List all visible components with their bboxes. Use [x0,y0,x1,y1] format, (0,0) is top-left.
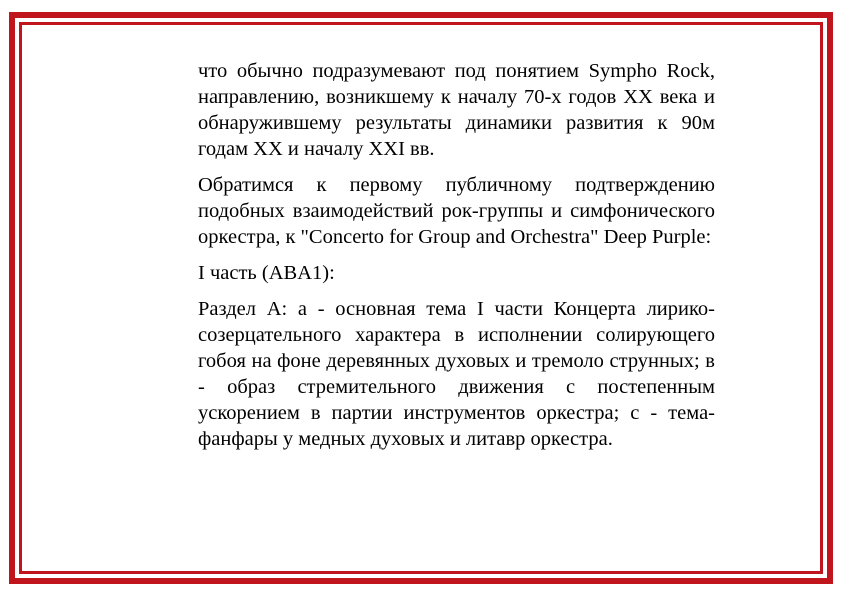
paragraph-sympho-rock: что обычно подразумевают под понятием Sympho Rock, направлению, возникшему к началу 70-х годов XX века и обнаружившему результаты динамики развития к 90м годам XX и началу XXI вв. [198,60,715,160]
slide-text-body [198,58,715,462]
paragraph-part-one: I часть (ABA1): [198,262,335,284]
paragraph-section-a: Раздел A: а - основная тема I части Концерта лирико-созерцательного характера в исполнении солирующего гобоя на фоне деревянных духовых и тремоло струнных; в - образ стремительного движения с постепенным ускорением в партии инструментов оркестра; с - тема-фанфары у медных духовых и литавр оркестра. [198,298,715,450]
paragraph-concerto: Обратимся к первому публичному подтверждению подобных взаимодействий рок-группы и симфонического оркестра, к "Concerto for Group and Orchestra" Deep Purple: [198,174,715,248]
